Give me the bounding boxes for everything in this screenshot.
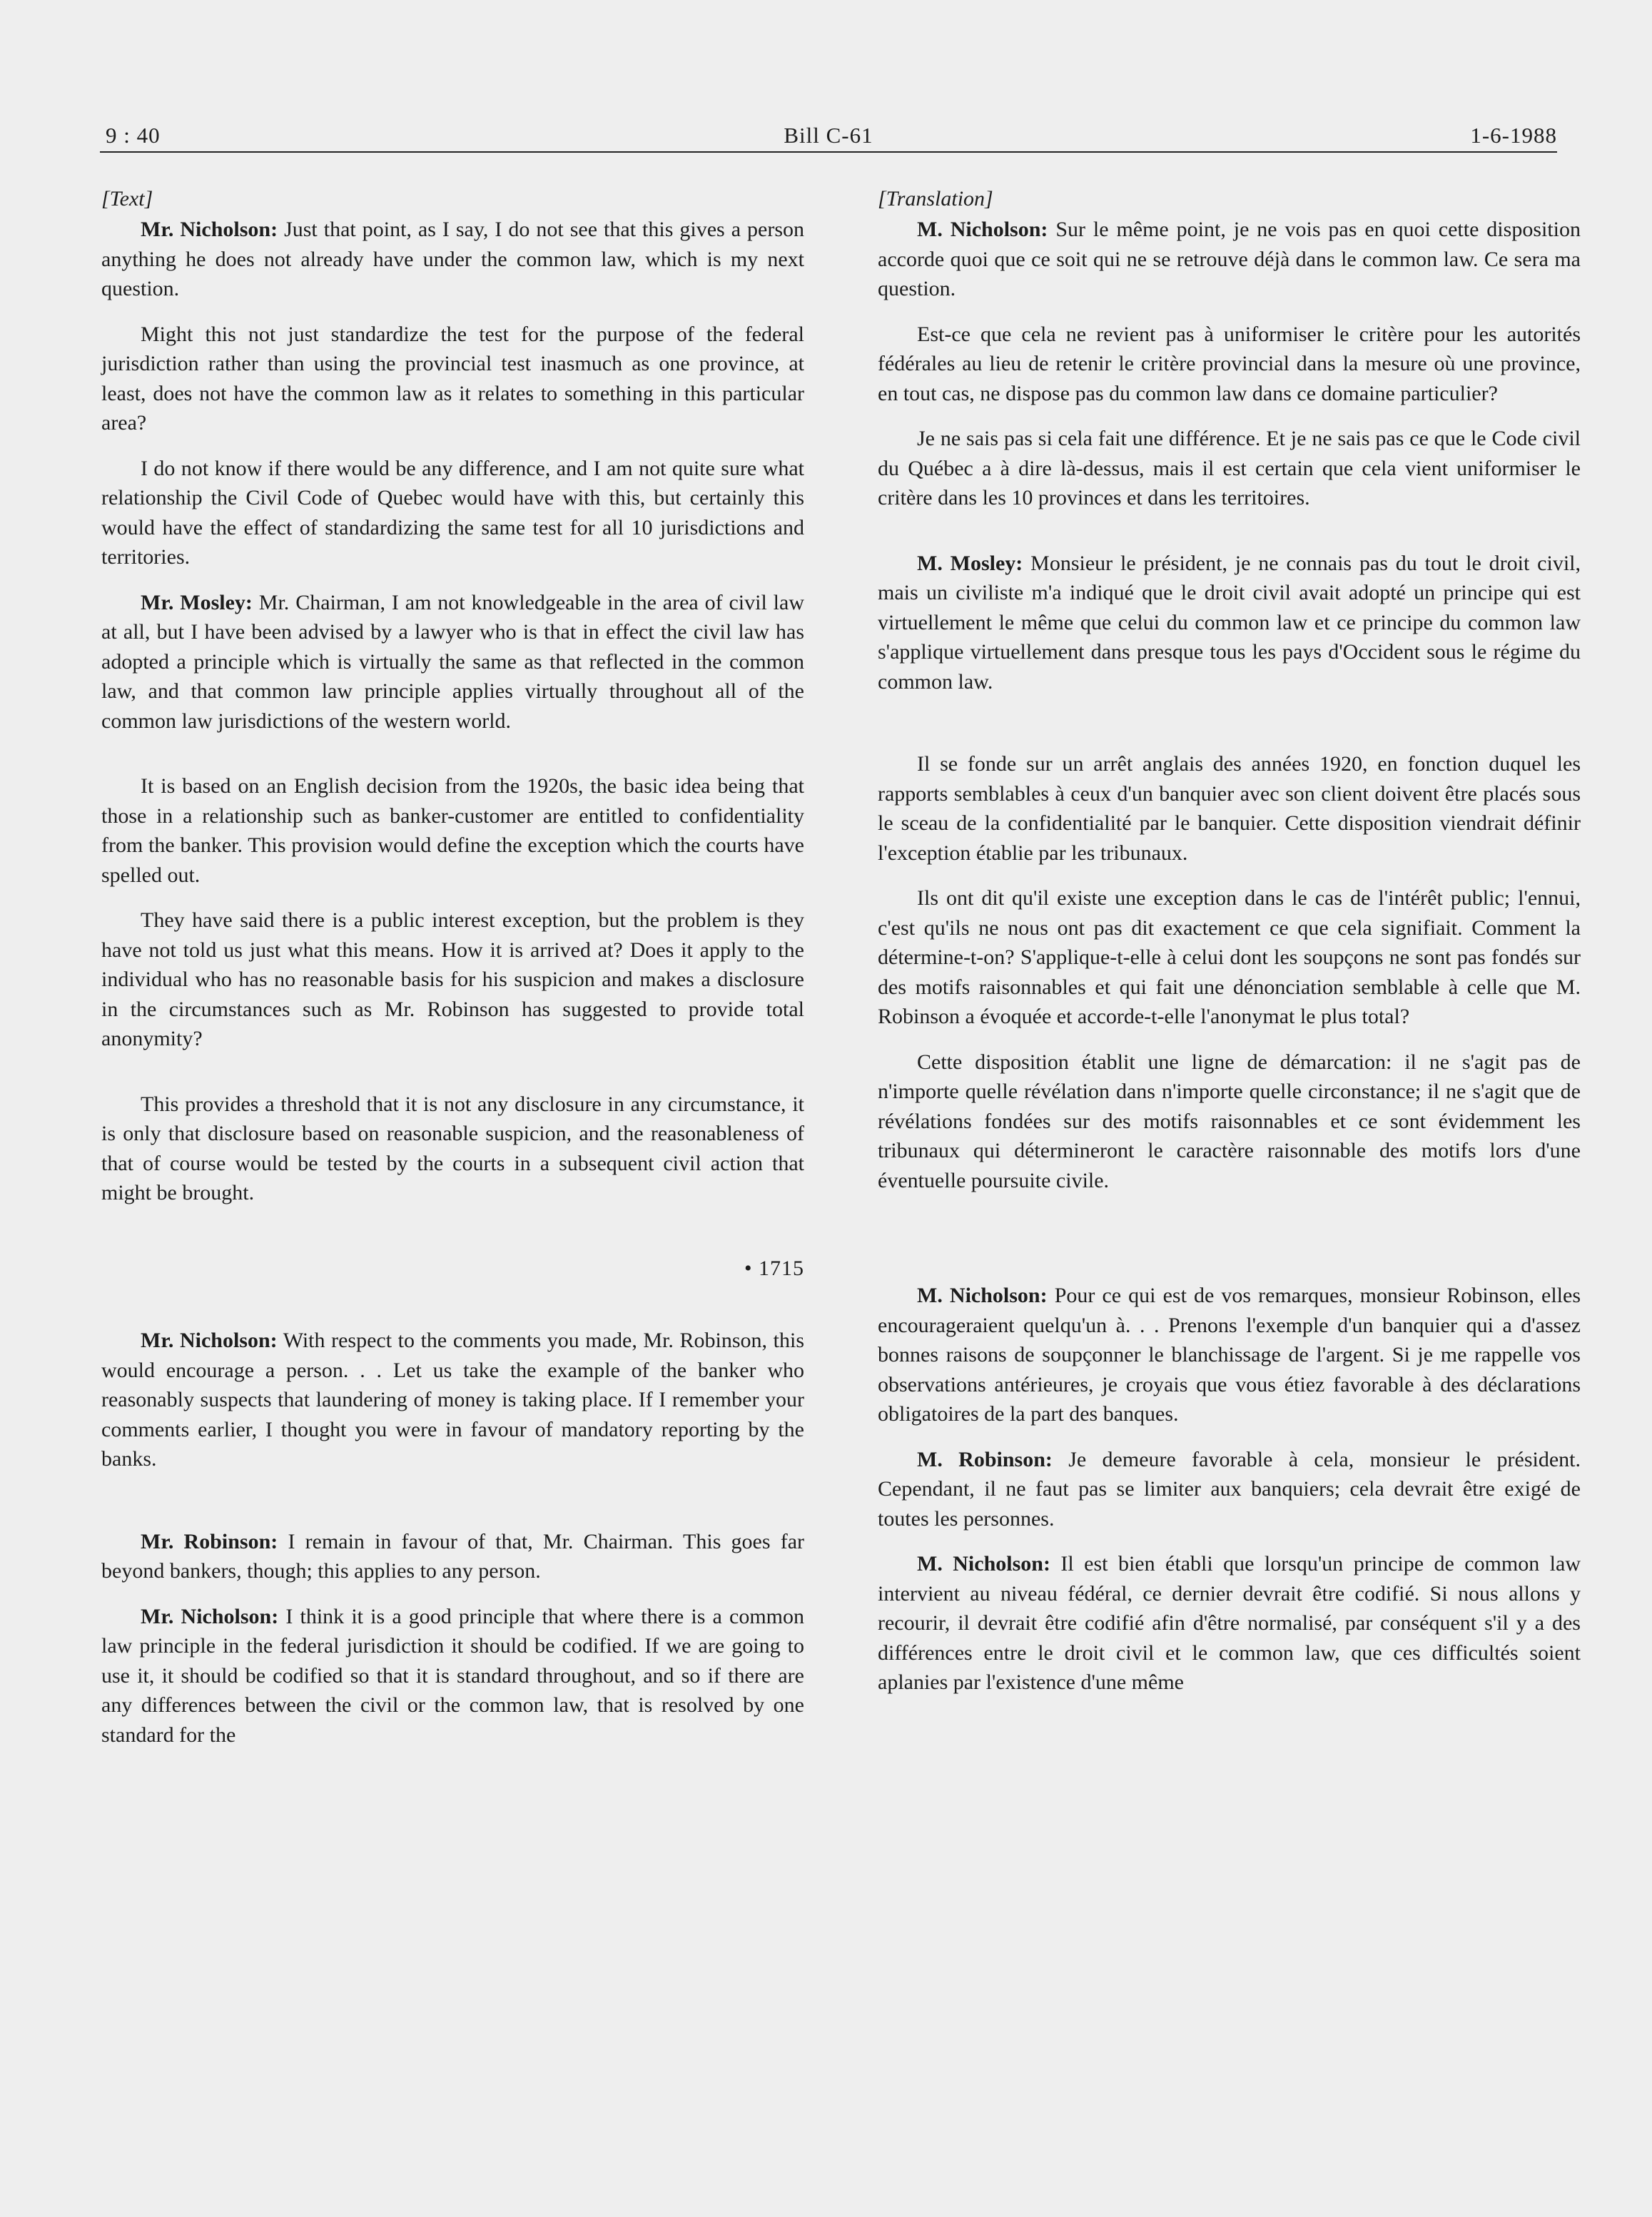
paragraph bbox=[878, 1445, 1581, 1534]
paragraph bbox=[101, 1602, 804, 1750]
paragraph bbox=[101, 771, 804, 890]
speaker-name: Mr. Nicholson: bbox=[141, 1329, 278, 1352]
paragraph-text: Cette disposition établit une ligne de démarcation: il ne s'agit pas de n'importe quelle révélation dans n'importe quelle circonstance; il ne s'agit que de révélations fondées sur des motifs raisonnables et ce sont évidemment les tribunaux qui détermineront le caractère raisonnable des motifs lors d'une éventuelle poursuite civile. bbox=[878, 1050, 1581, 1192]
speaker-name: M. Nicholson: bbox=[917, 1284, 1048, 1307]
paragraph-text: Il est bien établi que lorsqu'un principe de common law intervient au niveau fédéral, ce dernier devrait être codifié. Si nous allons y recourir, il devrait être codifié afin d'être normalisé, par conséquent s'il y a des différences entre le droit civil et le common law, que ces difficultés soient aplanies par l'existence d'une même bbox=[878, 1552, 1581, 1694]
paragraph bbox=[878, 749, 1581, 868]
column-label: [Text] bbox=[101, 187, 153, 210]
paragraph bbox=[101, 588, 804, 736]
bill-title: Bill C-61 bbox=[784, 123, 873, 148]
page-number: 9 : 40 bbox=[106, 123, 161, 148]
speaker-name: M. Nicholson: bbox=[917, 1552, 1050, 1576]
paragraph bbox=[878, 320, 1581, 409]
speaker-name: Mr. Nicholson: bbox=[141, 218, 278, 241]
time-stamp: • 1715 bbox=[744, 1256, 804, 1280]
paragraph bbox=[101, 905, 804, 1054]
paragraph-text: Monsieur le président, je ne connais pas du tout le droit civil, mais un civiliste m'a indiqué que le droit civil avait adopté un principe qui est virtuellement le même que celui du common law et ce principe du common law s'applique virtuellement dans presque tous les pays d'Occident sous le régime du common law. bbox=[878, 551, 1581, 694]
paragraph-text: With respect to the comments you made, Mr. Robinson, this would encourage a person. . . Let us take the example of the banker who reasonably suspects that laundering of money is taking place. If I remember your comments earlier, I thought you were in favour of mandatory reporting by the banks. bbox=[101, 1329, 804, 1471]
paragraph-text: Just that point, as I say, I do not see that this gives a person anything he does not already have under the common law, which is my next question. bbox=[101, 218, 804, 300]
paragraph-text: Je demeure favorable à cela, monsieur le président. Cependant, il ne faut pas se limiter aux banquiers; cela devrait être exigé de toutes les personnes. bbox=[878, 1447, 1581, 1531]
paragraph-text: I think it is a good principle that where there is a common law principle in the federal jurisdiction it should be codified. If we are going to use it, it should be codified so that it is standard throughout, and so if there are any differences between the civil or the common law, that is resolved by one standard for the bbox=[101, 1604, 805, 1747]
paragraph bbox=[878, 1281, 1581, 1429]
speaker-name: M. Nicholson: bbox=[917, 218, 1048, 241]
speaker-name: M. Mosley: bbox=[917, 551, 1023, 575]
paragraph bbox=[101, 454, 804, 572]
paragraph bbox=[101, 320, 804, 438]
speaker-name: M. Robinson: bbox=[917, 1447, 1053, 1471]
paragraph-text: I remain in favour of that, Mr. Chairman. This goes far beyond bankers, though; this applies to any person. bbox=[101, 1529, 805, 1583]
paragraph bbox=[878, 215, 1581, 304]
running-head bbox=[100, 123, 1557, 154]
paragraph bbox=[101, 1090, 804, 1208]
paragraph-text: They have said there is a public interest exception, but the problem is they have not told us just what this means. How it is arrived at? Does it apply to the individual who has no reasonable basis for his suspicion and makes a disclosure in the circumstances such as Mr. Robinson has suggested to provide total anonymity? bbox=[101, 908, 804, 1050]
header-rule bbox=[100, 151, 1557, 153]
paragraph bbox=[878, 1047, 1581, 1196]
paragraph-text: This provides a threshold that it is not any disclosure in any circumstance, it is only that disclosure based on reasonable suspicion, and the reasonableness of that of course would be tested by the courts in a subsequent civil action that might be brought. bbox=[101, 1092, 804, 1204]
paragraph bbox=[101, 1527, 804, 1586]
speaker-name: Mr. Nicholson: bbox=[141, 1604, 279, 1628]
paragraph bbox=[101, 215, 804, 304]
column-label: [Translation] bbox=[878, 187, 993, 210]
paragraph-text: Est-ce que cela ne revient pas à uniformiser le critère pour les autorités fédérales au lieu de retenir le critère provincial dans la mesure où une province, en tout cas, ne dispose pas du common law dans ce domaine particulier? bbox=[878, 322, 1581, 405]
speaker-name: Mr. Robinson: bbox=[141, 1529, 278, 1553]
paragraph-text: Je ne sais pas si cela fait une différence. Et je ne sais pas ce que le Code civil du Québec a à dire là-dessus, mais il est certain que cela vient uniformiser le critère dans les 10 provinces et dans les territoires. bbox=[878, 427, 1581, 509]
paragraph-text: Mr. Chairman, I am not knowledgeable in the area of civil law at all, but I have been advised by a lawyer who is that in effect the civil law has adopted a principle which is virtually the same as that reflected in the common law, and that common law principle applies virtually throughout all of the common law jurisdictions of the western world. bbox=[101, 590, 804, 733]
header-date: 1-6-1988 bbox=[1470, 123, 1557, 148]
paragraph bbox=[878, 1549, 1581, 1698]
french-column bbox=[878, 184, 1581, 1698]
speaker-name: Mr. Mosley: bbox=[141, 590, 253, 614]
paragraph bbox=[101, 1326, 804, 1474]
paragraph-text: It is based on an English decision from the 1920s, the basic idea being that those in a relationship such as banker-customer are entitled to confidentiality from the banker. This provision would define the exception which the courts have spelled out. bbox=[101, 774, 804, 887]
paragraph bbox=[878, 549, 1581, 697]
paragraph bbox=[878, 424, 1581, 513]
english-column bbox=[101, 184, 804, 1750]
paragraph-text: Il se fonde sur un arrêt anglais des années 1920, en fonction duquel les rapports semblables à ceux d'un banquier avec son client doivent être placés sous le sceau de la confidentialité par le banquier. Cette disposition viendrait définir l'exception établie par les tribunaux. bbox=[878, 752, 1581, 865]
paragraph-text: Sur le même point, je ne vois pas en quoi cette disposition accorde quoi que ce soit qui ne se retrouve déjà dans le common law. Ce sera ma question. bbox=[878, 218, 1581, 300]
paragraph-text: Ils ont dit qu'il existe une exception dans le cas de l'intérêt public; l'ennui, c'est qu'ils ne nous ont pas dit exactement ce que cela signifiait. Comment la détermine-t-on? S'applique-t-elle à celui dont les soupçons ne sont pas fondés sur des motifs raisonnables et qui fait une dénonciation semblable à celle que M. Robinson a évoquée et accorde-t-elle l'anonymat le plus total? bbox=[878, 886, 1581, 1028]
paragraph-text: Pour ce qui est de vos remarques, monsieur Robinson, elles encourageraient quelqu'un à. . . Prenons l'exemple d'un banquier qui a d'assez bonnes raisons de soupçonner le blanchissage de l'argent. Si je me rappelle vos observations antérieures, je croyais que vous étiez favorable à des déclarations obligatoires de la part des banques. bbox=[878, 1284, 1581, 1426]
paragraph-text: Might this not just standardize the test for the purpose of the federal jurisdiction rather than using the provincial test inasmuch as one province, at least, does not have the common law as it relates to something in this particular area? bbox=[101, 322, 804, 435]
paragraph-text: I do not know if there would be any difference, and I am not quite sure what relationship the Civil Code of Quebec would have with this, but certainly this would have the effect of standardizing the same test for all 10 jurisdictions and territories. bbox=[101, 456, 804, 569]
paragraph bbox=[878, 883, 1581, 1032]
